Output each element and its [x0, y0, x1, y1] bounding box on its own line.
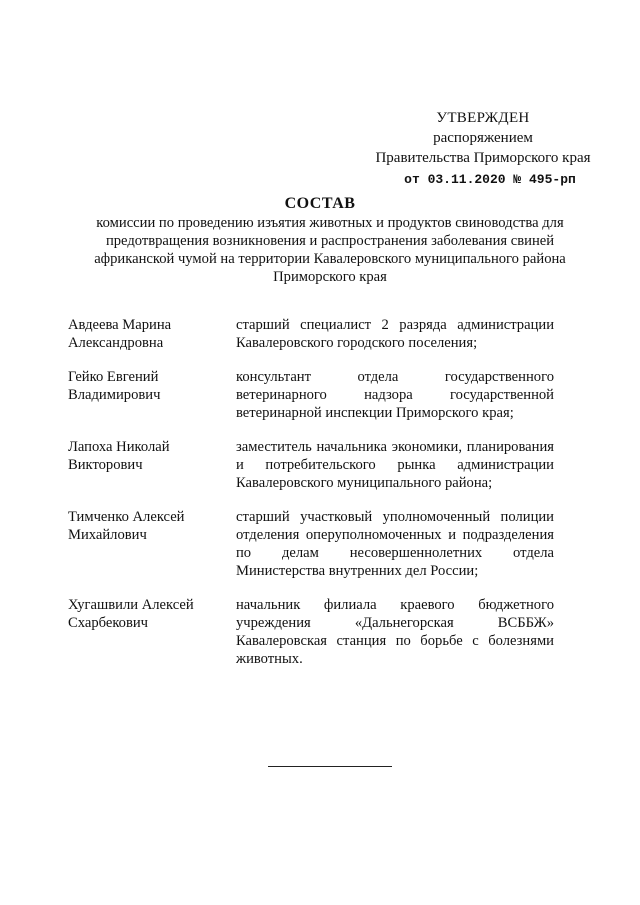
document-subtitle	[60, 214, 600, 286]
member-position: старший специалист 2 разряда администрации Кавалеровского городского поселения;	[236, 317, 554, 351]
member-position: начальник филиала краевого бюджетного учреждения «Дальнегорская ВСББЖ» Кавалеровская станция по борьбе с болезнями животных.	[236, 597, 554, 667]
subtitle-line: Приморского края	[273, 269, 387, 285]
approval-stamp	[368, 108, 598, 190]
subtitle-line: африканской чумой на территории Кавалеровского муниципального района	[94, 251, 566, 267]
document-title: СОСТАВ	[284, 195, 356, 212]
member-row	[68, 508, 564, 580]
subtitle-line: предотвращения возникновения и распространения заболевания свиней	[105, 233, 555, 249]
member-name: Авдеева Марина Александровна	[68, 317, 172, 351]
member-position: заместитель начальника экономики, планирования и потребительского рынка администрации Кавалеровского муниципального района;	[236, 439, 554, 491]
approval-issuer: Правительства Приморского края	[375, 150, 591, 166]
end-divider	[268, 766, 392, 767]
member-row	[68, 316, 564, 352]
member-row	[68, 438, 564, 492]
member-position: консультант отдела государственного ветеринарного надзора государственной ветеринарной инспекции Приморского края;	[236, 369, 554, 421]
approved-heading: УТВЕРЖДЕН	[436, 110, 530, 126]
approval-order-type: распоряжением	[433, 130, 533, 146]
approval-order-number: от 03.11.2020 № 495-рп	[404, 172, 576, 187]
member-row	[68, 368, 564, 422]
member-position: старший участковый уполномоченный полиции отделения оперуполномоченных и подразделения по делам несовершеннолетних отдела Министерства внутренних дел России;	[236, 509, 554, 579]
subtitle-line: комиссии по проведению изъятия животных и продуктов свиноводства для	[96, 215, 564, 231]
members-list	[68, 316, 564, 668]
member-row	[68, 596, 564, 668]
member-name: Хугашвили Алексей Схарбекович	[68, 597, 194, 631]
member-name: Тимченко Алексей Михайлович	[68, 509, 185, 543]
member-name: Гейко Евгений Владимирович	[68, 369, 161, 403]
member-name: Лапоха Николай Викторович	[68, 439, 170, 473]
